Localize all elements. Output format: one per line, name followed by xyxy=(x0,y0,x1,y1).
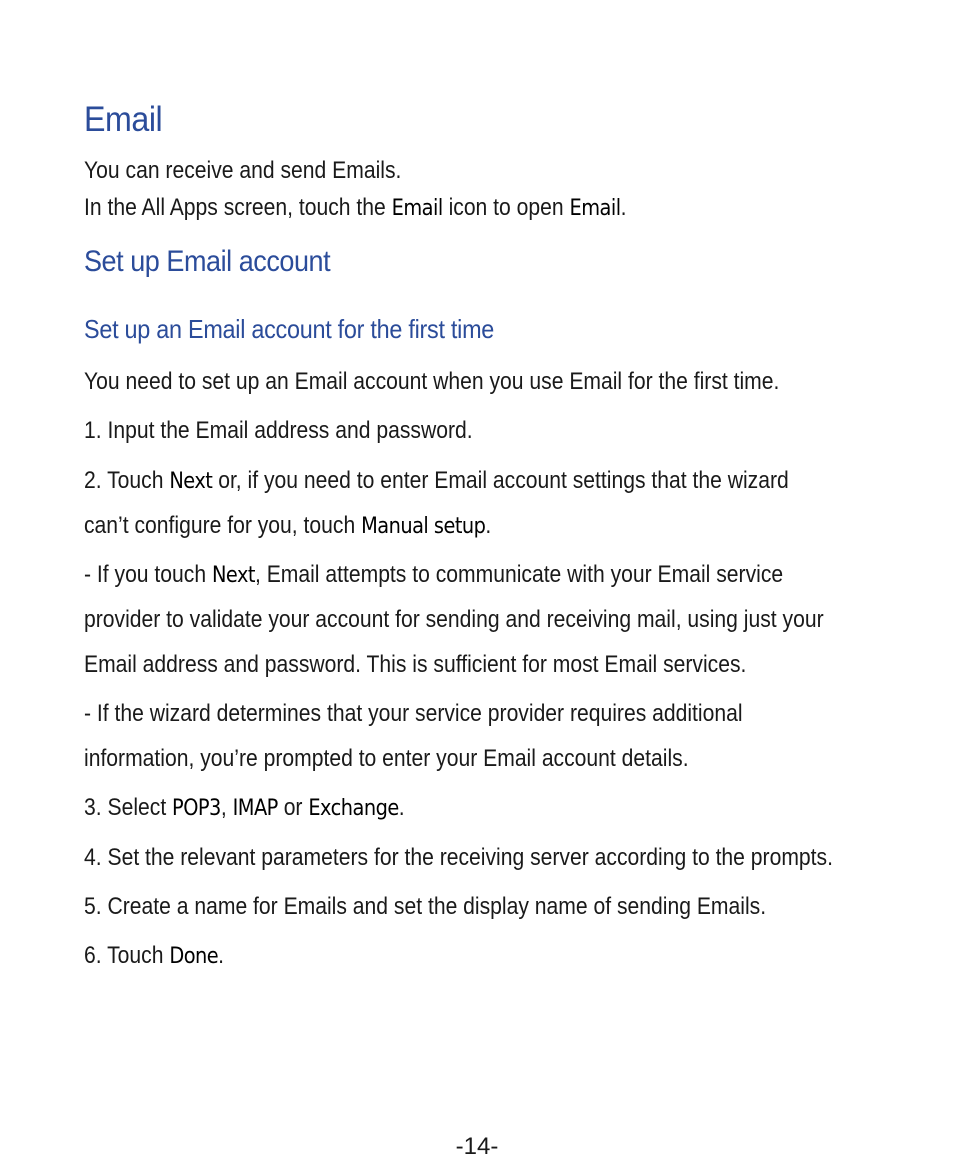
pop3-keyword: POP3 xyxy=(172,796,221,821)
email-app-keyword: Email xyxy=(569,196,621,221)
step-text: 3. Select xyxy=(84,794,173,821)
next-keyword: Next xyxy=(211,563,255,588)
intro-text: icon to open xyxy=(442,194,570,221)
step-6 xyxy=(84,941,224,972)
next-keyword: Next xyxy=(169,469,213,494)
step-text: . xyxy=(218,942,225,969)
page-title: Email xyxy=(84,100,163,139)
intro-line-1 xyxy=(84,156,401,186)
step-5: 5. Create a name for Emails and set the display name of sending Emails. xyxy=(84,893,767,920)
note-1-line-1 xyxy=(84,560,783,591)
imap-keyword: IMAP xyxy=(232,796,278,821)
note-2-line-2: information, you’re prompted to enter your Email account details. xyxy=(84,745,689,772)
step-text: can’t configure for you, touch xyxy=(84,512,362,539)
step-2-line-2 xyxy=(84,511,491,542)
section-title: Set up Email account xyxy=(84,245,331,278)
step-text: . xyxy=(485,512,492,539)
step-3 xyxy=(84,793,405,824)
note-1-line-3: Email address and password. This is sufficient for most Email services. xyxy=(84,651,747,678)
step-text: or, if you need to enter Email account settings that the wizard xyxy=(212,467,789,494)
step-text: 6. Touch xyxy=(84,942,170,969)
paragraph: You need to set up an Email account when you use Email for the first time. xyxy=(84,368,780,395)
note-2-line-1: - If the wizard determines that your service provider requires additional xyxy=(84,700,743,727)
intro-line-2 xyxy=(84,193,626,224)
done-keyword: Done xyxy=(169,944,219,969)
step-text: or xyxy=(277,794,309,821)
exchange-keyword: Exchange xyxy=(308,796,399,821)
step-text: 2. Touch xyxy=(84,467,170,494)
step-text: . xyxy=(398,794,405,821)
step-2-line-1 xyxy=(84,466,789,497)
intro-text: . xyxy=(620,194,627,221)
step-text: , xyxy=(220,794,233,821)
step-1: 1. Input the Email address and password. xyxy=(84,417,473,444)
email-app-keyword: Email xyxy=(391,196,443,221)
note-text: - If you touch xyxy=(84,561,212,588)
page-number: -14- xyxy=(455,1133,499,1160)
step-4: 4. Set the relevant parameters for the receiving server according to the prompts. xyxy=(84,844,833,871)
note-text: , Email attempts to communicate with your Email service xyxy=(254,561,784,588)
subsection-title: Set up an Email account for the first time xyxy=(84,314,495,344)
manual-setup-keyword: Manual setup xyxy=(361,514,486,539)
note-1-line-2: provider to validate your account for sending and receiving mail, using just your xyxy=(84,606,824,633)
intro-text: In the All Apps screen, touch the xyxy=(84,194,392,221)
intro-text: You can receive and send Emails. xyxy=(84,157,402,184)
